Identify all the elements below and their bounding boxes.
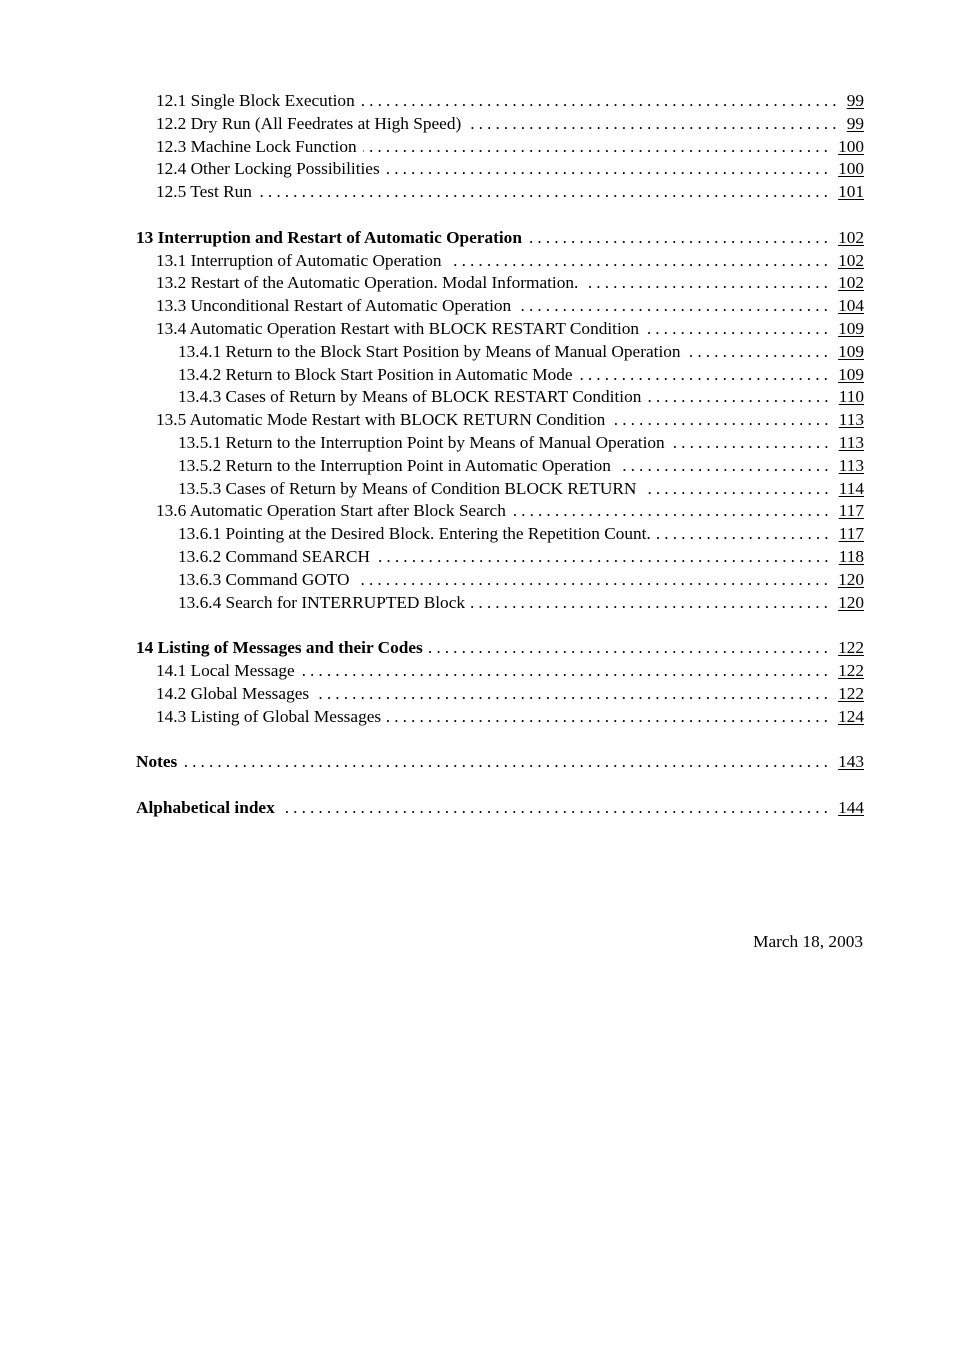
toc-page-link[interactable]: 100 — [838, 136, 864, 156]
toc-page-link[interactable]: 118 — [838, 546, 864, 566]
dot-leader — [448, 250, 833, 273]
dot-leader — [642, 478, 832, 501]
dot-leader — [356, 569, 833, 592]
toc-page-link[interactable]: 99 — [846, 113, 864, 133]
toc-entry-title: 12.3 Machine Lock Function — [156, 136, 357, 156]
dot-leader — [386, 158, 832, 181]
dot-leader — [429, 637, 832, 660]
toc-entry-title: Notes — [136, 752, 178, 772]
toc-entry-title: 13.2 Restart of the Automatic Operation. Modal Information. — [156, 273, 579, 293]
toc-page-link[interactable]: 104 — [838, 296, 864, 316]
toc-entry[interactable] — [136, 318, 864, 341]
toc-page-link[interactable]: 143 — [838, 752, 864, 772]
dot-leader — [301, 660, 832, 683]
toc-entry-title: 13.4 Automatic Operation Restart with BLOCK RESTART Condition — [156, 318, 640, 338]
toc-page-link[interactable]: 117 — [838, 501, 864, 521]
toc-entry-title: 12.1 Single Block Execution — [156, 91, 355, 110]
toc-spacer — [136, 728, 864, 751]
toc-entry[interactable] — [136, 272, 864, 295]
toc-entry-title: 13.6.2 Command SEARCH — [178, 546, 371, 566]
dot-leader — [471, 592, 832, 615]
toc-entry[interactable] — [136, 295, 864, 318]
toc-entry[interactable] — [136, 136, 864, 159]
toc-entry[interactable] — [136, 158, 864, 181]
dot-leader — [617, 455, 833, 478]
toc-entry-title: 13 Interruption and Restart of Automatic Operation — [136, 227, 522, 247]
toc-entry[interactable] — [136, 250, 864, 273]
toc-page-link[interactable]: 122 — [838, 683, 864, 703]
dot-leader — [528, 227, 832, 250]
toc-entry-title: 13.4.1 Return to the Block Start Position by Means of Manual Operation — [178, 341, 681, 361]
dot-leader — [258, 181, 832, 204]
toc-page-link[interactable]: 102 — [838, 250, 864, 270]
toc-entry-title: 13.5 Automatic Mode Restart with BLOCK RETURN Condition — [156, 410, 606, 430]
dot-leader — [512, 500, 833, 523]
toc-page-link[interactable]: 122 — [838, 638, 864, 658]
toc-entry-title: 14 Listing of Messages and their Codes — [136, 638, 423, 658]
toc-entry-title: 13.4.2 Return to Block Start Position in Automatic Mode — [178, 364, 573, 384]
toc-entry[interactable] — [136, 569, 864, 592]
toc-entry[interactable] — [136, 181, 864, 204]
toc-entry[interactable] — [136, 751, 864, 774]
toc-entry-title: 13.6.1 Pointing at the Desired Block. Entering the Repetition Count. — [178, 524, 651, 544]
dot-leader — [387, 706, 832, 729]
toc-page-link[interactable]: 100 — [838, 159, 864, 179]
dot-leader — [647, 386, 832, 409]
dot-leader — [657, 523, 833, 546]
toc-entry[interactable] — [136, 478, 864, 501]
toc-entry[interactable] — [136, 592, 864, 615]
dot-leader — [584, 272, 832, 295]
toc-page-link[interactable]: 113 — [838, 455, 864, 475]
document-date: March 18, 2003 — [753, 932, 863, 951]
toc-entry[interactable] — [136, 432, 864, 455]
toc-page-link[interactable]: 124 — [838, 706, 864, 726]
toc-spacer — [136, 614, 864, 637]
toc-entry-title: 13.6.4 Search for INTERRUPTED Block — [178, 592, 466, 612]
toc-entry-title: 13.6 Automatic Operation Start after Block Search — [156, 501, 506, 521]
toc-entry-title: 13.3 Unconditional Restart of Automatic Operation — [156, 296, 512, 316]
toc-entry-title: 12.2 Dry Run (All Feedrates at High Speed) — [156, 113, 462, 133]
dot-leader — [183, 751, 832, 774]
toc-page-link[interactable]: 102 — [838, 227, 864, 247]
toc-entry[interactable] — [136, 341, 864, 364]
toc-spacer — [136, 204, 864, 227]
toc-page-link[interactable]: 102 — [838, 273, 864, 293]
dot-leader — [361, 90, 841, 113]
toc-entry-title: 14.2 Global Messages — [156, 683, 310, 703]
dot-leader — [376, 546, 833, 569]
toc-spacer — [136, 774, 864, 797]
toc-entry[interactable] — [136, 409, 864, 432]
dot-leader — [579, 364, 833, 387]
toc-page-link[interactable]: 101 — [838, 182, 864, 202]
toc-entry-title: 12.5 Test Run — [156, 182, 252, 202]
toc-page-link[interactable]: 114 — [838, 478, 864, 498]
toc-entry[interactable] — [136, 683, 864, 706]
toc-entry[interactable] — [136, 797, 864, 820]
dot-leader — [281, 797, 832, 820]
toc-page-link[interactable]: 109 — [838, 318, 864, 338]
toc-entry-title: 13.5.1 Return to the Interruption Point by Means of Manual Operation — [178, 432, 665, 452]
toc-entry[interactable] — [136, 90, 864, 113]
toc-entry[interactable] — [136, 386, 864, 409]
toc-entry[interactable] — [136, 113, 864, 136]
dot-leader — [363, 136, 832, 159]
toc-page-link[interactable]: 120 — [838, 569, 864, 589]
toc-entry[interactable] — [136, 660, 864, 683]
toc-page-link[interactable]: 117 — [838, 524, 864, 544]
dot-leader — [611, 409, 832, 432]
toc-entry-title: 13.4.3 Cases of Return by Means of BLOCK RESTART Condition — [178, 387, 642, 407]
toc-page-link[interactable]: 122 — [838, 660, 864, 680]
toc-page-link[interactable]: 99 — [846, 91, 864, 110]
toc-page-link[interactable]: 110 — [838, 387, 864, 407]
toc-entry[interactable] — [136, 546, 864, 569]
toc-entry-title: 12.4 Other Locking Possibilities — [156, 159, 380, 179]
toc-page-link[interactable]: 113 — [838, 410, 864, 430]
toc-page-link[interactable]: 120 — [838, 592, 864, 612]
toc-entry[interactable] — [136, 500, 864, 523]
toc-entry-title: 13.1 Interruption of Automatic Operation — [156, 250, 442, 270]
toc-entry[interactable] — [136, 637, 864, 660]
dot-leader — [645, 318, 832, 341]
toc-entry-title: 13.6.3 Command GOTO — [178, 569, 350, 589]
dot-leader — [467, 113, 840, 136]
toc-page-link[interactable]: 109 — [838, 341, 864, 361]
toc-entry-title: Alphabetical index — [136, 797, 275, 817]
toc-entry[interactable] — [136, 227, 864, 250]
toc-entry[interactable] — [136, 706, 864, 729]
dot-leader — [315, 683, 832, 706]
dot-leader — [671, 432, 833, 455]
dot-leader — [687, 341, 833, 364]
toc-entry-title: 13.5.2 Return to the Interruption Point in Automatic Operation — [178, 455, 611, 475]
toc-entry-title: 13.5.3 Cases of Return by Means of Condition BLOCK RETURN — [178, 478, 637, 498]
dot-leader — [517, 295, 832, 318]
toc-page-link[interactable]: 113 — [838, 432, 864, 452]
toc-page-link[interactable]: 144 — [838, 797, 864, 817]
toc-entry[interactable] — [136, 364, 864, 387]
table-of-contents — [136, 90, 864, 820]
toc-entry-title: 14.3 Listing of Global Messages — [156, 706, 382, 726]
toc-entry[interactable] — [136, 523, 864, 546]
toc-entry[interactable] — [136, 455, 864, 478]
toc-entry-title: 14.1 Local Message — [156, 660, 295, 680]
toc-page-link[interactable]: 109 — [838, 364, 864, 384]
